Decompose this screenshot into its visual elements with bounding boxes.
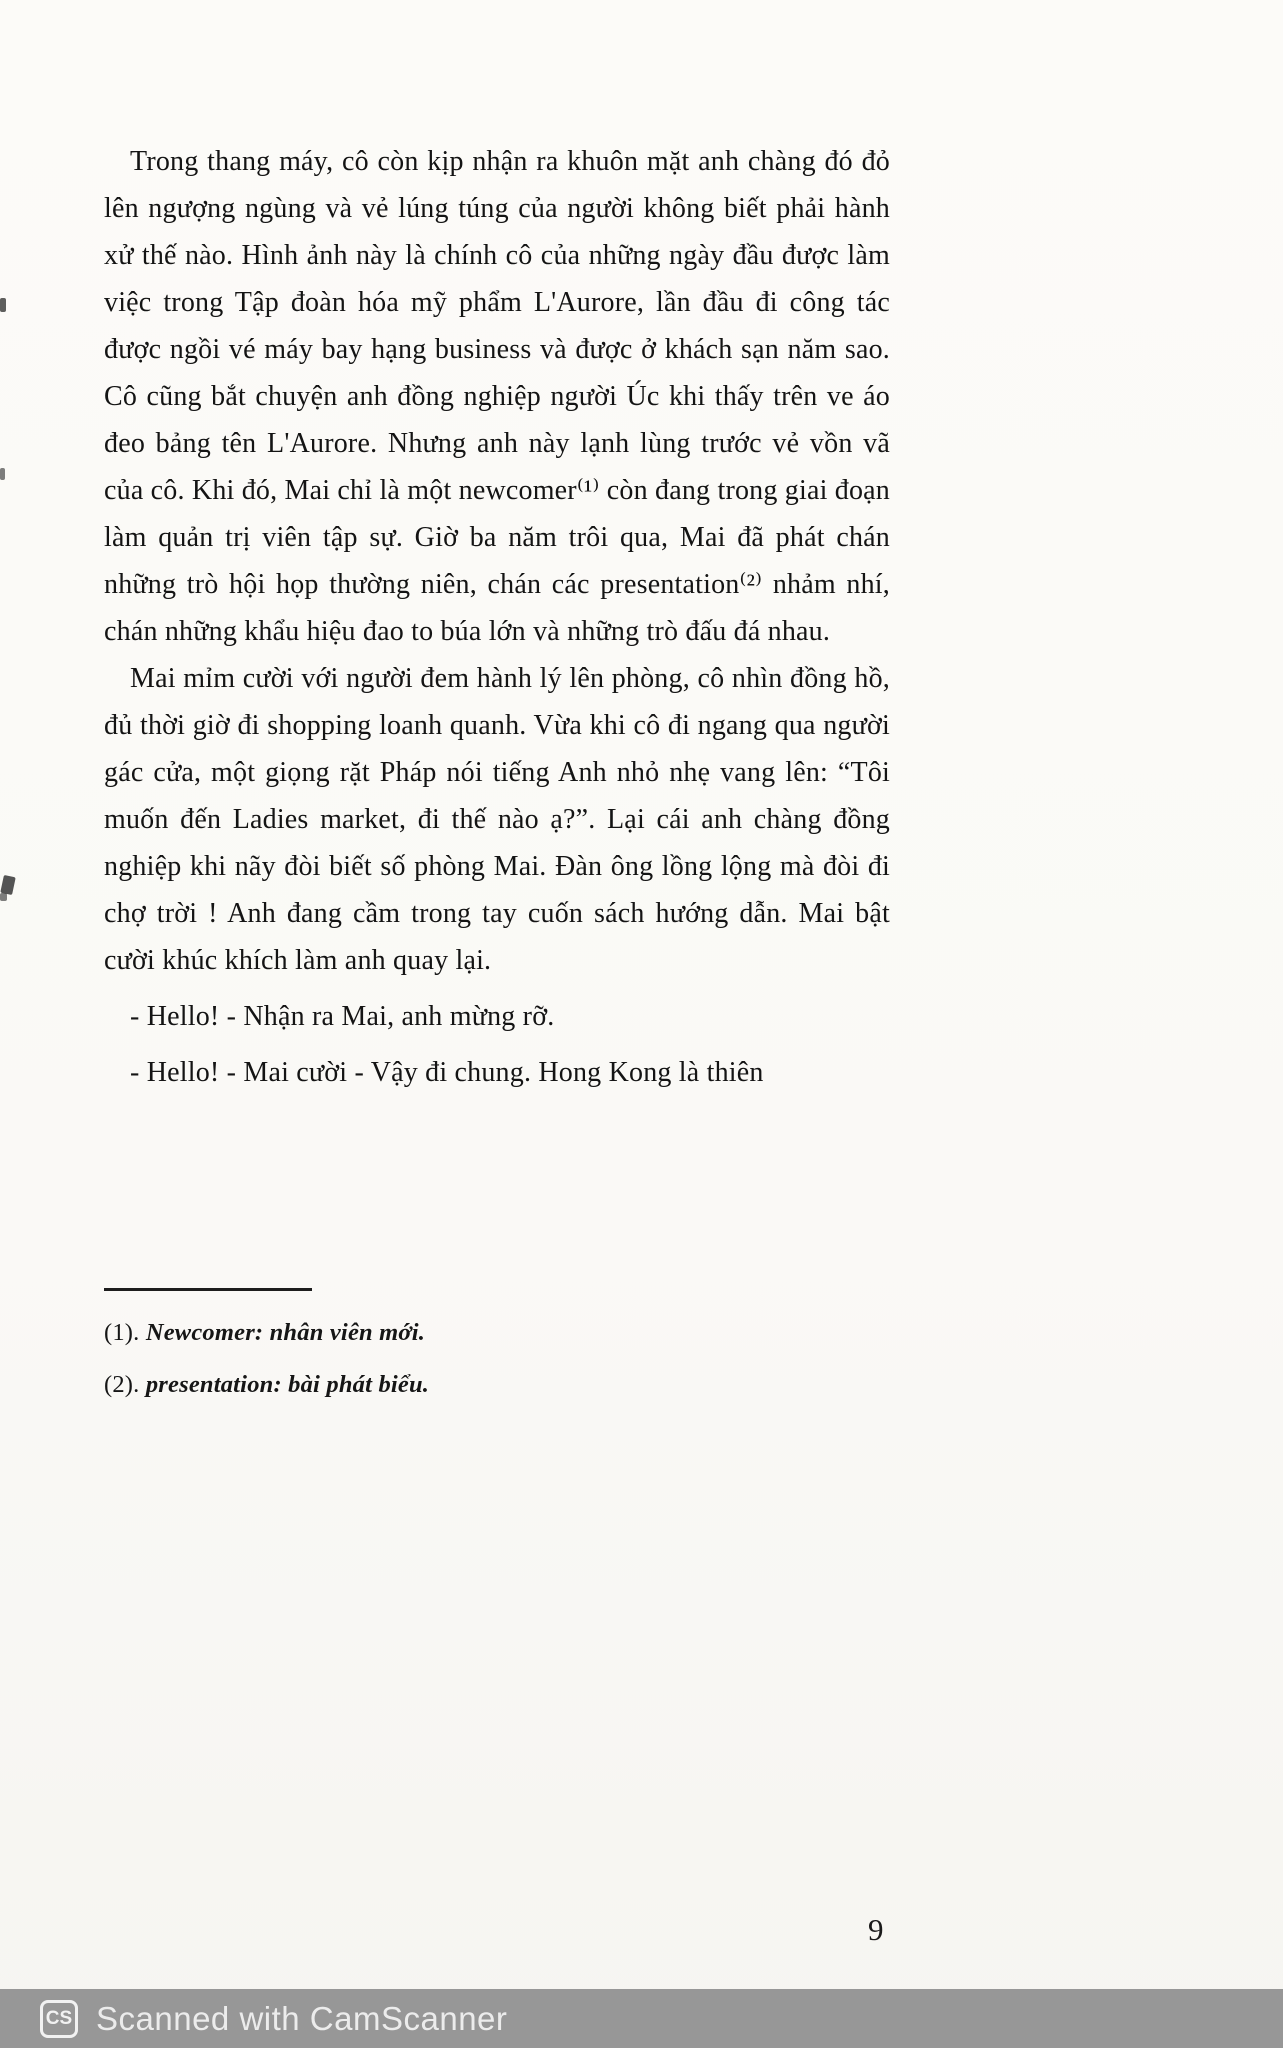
- paragraph-1: Trong thang máy, cô còn kịp nhận ra khuôn mặt anh chàng đó đỏ lên ngượng ngùng và vẻ lúng túng của người không biết phải hành xử thế nào. Hình ảnh này là chính cô của những ngày đầu được làm việc trong Tập đoàn hóa mỹ phẩm L'Aurore, lần đầu đi công tác được ngồi vé máy bay hạng business và được ở khách sạn năm sao. Cô cũng bắt chuyện anh đồng nghiệp người Úc khi thấy trên ve áo đeo bảng tên L'Aurore. Nhưng anh này lạnh lùng trước vẻ vồn vã của cô. Khi đó, Mai chỉ là một newcomer⁽¹⁾ còn đang trong giai đoạn làm quản trị viên tập sự. Giờ ba năm trôi qua, Mai đã phát chán những trò hội họp thường niên, chán các presentation⁽²⁾ nhảm nhí, chán những khẩu hiệu đao to búa lớn và những trò đấu đá nhau.: [104, 146, 890, 647]
- body-text: [104, 138, 890, 1096]
- camscanner-logo-icon: CS: [40, 2000, 78, 2038]
- dialogue-line-2: - Hello! - Mai cười - Vậy đi chung. Hong Kong là thiên: [130, 1057, 764, 1088]
- scan-artifact: [0, 468, 5, 480]
- footnote-separator: [104, 1288, 312, 1291]
- paragraph-2: Mai mỉm cười với người đem hành lý lên phòng, cô nhìn đồng hồ, đủ thời giờ đi shopping loanh quanh. Vừa khi cô đi ngang qua người gác cửa, một giọng rặt Pháp nói tiếng Anh nhỏ nhẹ vang lên: “Tôi muốn đến Ladies market, đi thế nào ạ?”. Lại cái anh chàng đồng nghiệp khi nãy đòi biết số phòng Mai. Đàn ông lồng lộng mà đòi đi chợ trời ! Anh đang cầm trong tay cuốn sách hướng dẫn. Mai bật cười khúc khích làm anh quay lại.: [104, 663, 890, 976]
- camscanner-bar: [0, 1989, 1283, 2048]
- footnote-marker: (2).: [104, 1371, 140, 1398]
- scan-artifact: [0, 893, 7, 901]
- scan-artifact: [0, 298, 6, 312]
- footnotes-section: [104, 1288, 890, 1417]
- footnote-text: Newcomer: nhân viên mới.: [145, 1319, 426, 1346]
- dialogue-line-1: - Hello! - Nhận ra Mai, anh mừng rỡ.: [130, 1001, 555, 1032]
- footnote-1: [104, 1313, 890, 1353]
- page-number: 9: [868, 1912, 884, 1947]
- footnote-text: presentation: bài phát biểu.: [145, 1371, 430, 1398]
- footnote-marker: (1).: [104, 1319, 140, 1346]
- watermark-text: Scanned with CamScanner: [96, 1999, 508, 2037]
- footnote-2: [104, 1365, 890, 1405]
